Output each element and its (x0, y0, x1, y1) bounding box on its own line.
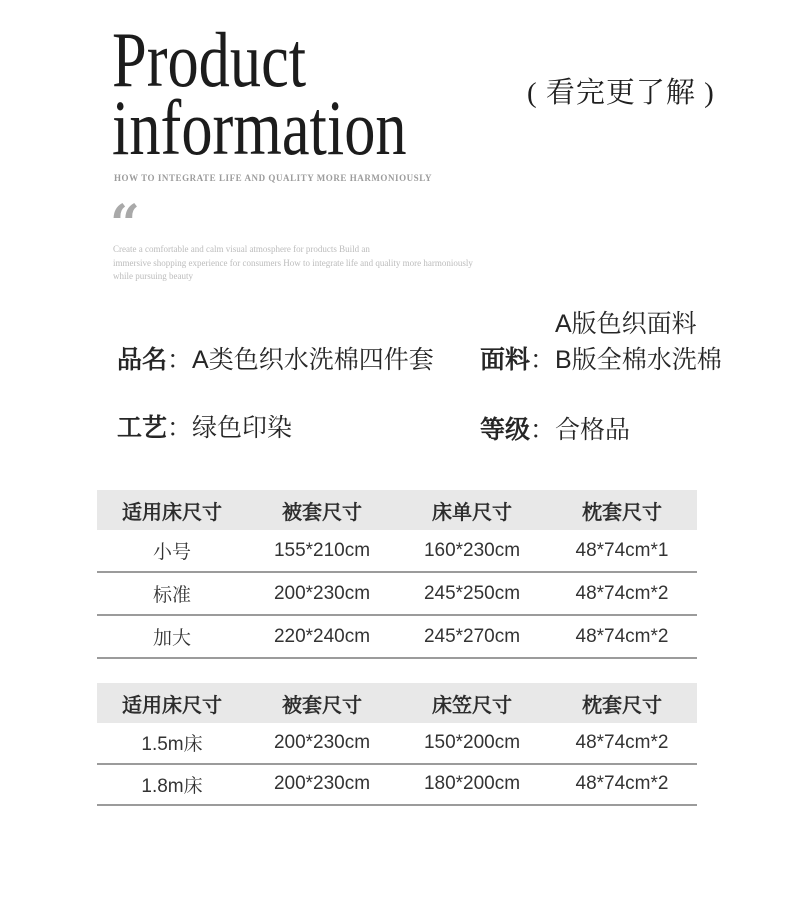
spec-label: 工艺 (117, 414, 168, 442)
side-note: ( 看完更了解 ) (527, 77, 715, 109)
quote-paragraph (113, 243, 473, 284)
spec-fabric-line2 (480, 342, 722, 378)
column-header: 床笠尺寸 (432, 694, 512, 717)
spec-product-name (117, 342, 434, 378)
column-header: 被套尺寸 (282, 694, 362, 717)
table-cell: 48*74cm*2 (575, 731, 669, 753)
table-cell: 加大 (152, 628, 191, 649)
table-cell: 48*74cm*2 (575, 625, 669, 647)
table-cell: 220*240cm (273, 625, 371, 647)
table-row (97, 530, 697, 573)
table-cell: 小号 (152, 542, 191, 563)
quote-icon: “ (110, 196, 140, 240)
column-header: 枕套尺寸 (582, 501, 662, 524)
table-cell: 48*74cm*2 (575, 582, 669, 604)
spec-colon: ： (167, 346, 193, 374)
table-header-row (97, 490, 697, 530)
table-cell: 1.5m床 (141, 734, 203, 756)
table-cell: 200*230cm (273, 773, 371, 795)
spec-grade (480, 412, 630, 448)
page-title (112, 16, 407, 171)
table-row (97, 765, 697, 807)
table-cell: 48*74cm*2 (575, 773, 669, 795)
spec-label: 面料 (480, 346, 531, 374)
quote-line: immersive shopping experience for consumers How to integrate life and quality more harmoniously (113, 257, 473, 268)
table-cell: 标准 (152, 585, 191, 606)
spec-value: 合格品 (555, 416, 631, 444)
quote-line: Create a comfortable and calm visual atmosphere for products Build an (113, 244, 370, 254)
title-line-1: Product (112, 16, 307, 103)
table-row (97, 573, 697, 616)
size-table-flat-sheet (97, 490, 697, 659)
table-cell: 200*230cm (273, 582, 371, 604)
spec-colon: ： (530, 416, 556, 444)
spec-craft (117, 410, 292, 446)
column-header: 适用床尺寸 (122, 501, 222, 524)
table-cell: 48*74cm*1 (575, 539, 669, 561)
spec-value: A类色织水洗棉四件套 (192, 346, 434, 374)
table-header-row (97, 683, 697, 723)
quote-line: while pursuing beauty (113, 271, 193, 281)
spec-value: 绿色印染 (192, 414, 293, 442)
table-cell: 245*250cm (423, 582, 521, 604)
column-header: 床单尺寸 (432, 501, 512, 524)
size-table-fitted-sheet (97, 683, 697, 806)
table-cell: 245*270cm (423, 625, 521, 647)
table-cell: 200*230cm (273, 731, 371, 753)
table-row (97, 723, 697, 765)
title-caption: HOW TO INTEGRATE LIFE AND QUALITY MORE HARMONIOUSLY (114, 173, 433, 183)
column-header: 适用床尺寸 (122, 694, 222, 717)
spec-label: 等级 (480, 416, 531, 444)
spec-label: 品名 (117, 346, 168, 374)
spec-fabric (480, 306, 722, 378)
table-cell: 155*210cm (273, 539, 371, 561)
spec-value-line1: A版色织面料 (555, 310, 697, 338)
table-row (97, 616, 697, 659)
spec-colon: ： (167, 414, 193, 442)
column-header: 枕套尺寸 (582, 694, 662, 717)
table-cell: 180*200cm (423, 773, 521, 795)
column-header: 被套尺寸 (282, 501, 362, 524)
title-line-2: information (112, 84, 407, 171)
table-cell: 160*230cm (423, 539, 521, 561)
spec-colon: ： (530, 346, 556, 374)
spec-value-line2: B版全棉水洗棉 (555, 346, 722, 374)
table-cell: 1.8m床 (141, 775, 203, 797)
table-cell: 150*200cm (423, 731, 521, 753)
